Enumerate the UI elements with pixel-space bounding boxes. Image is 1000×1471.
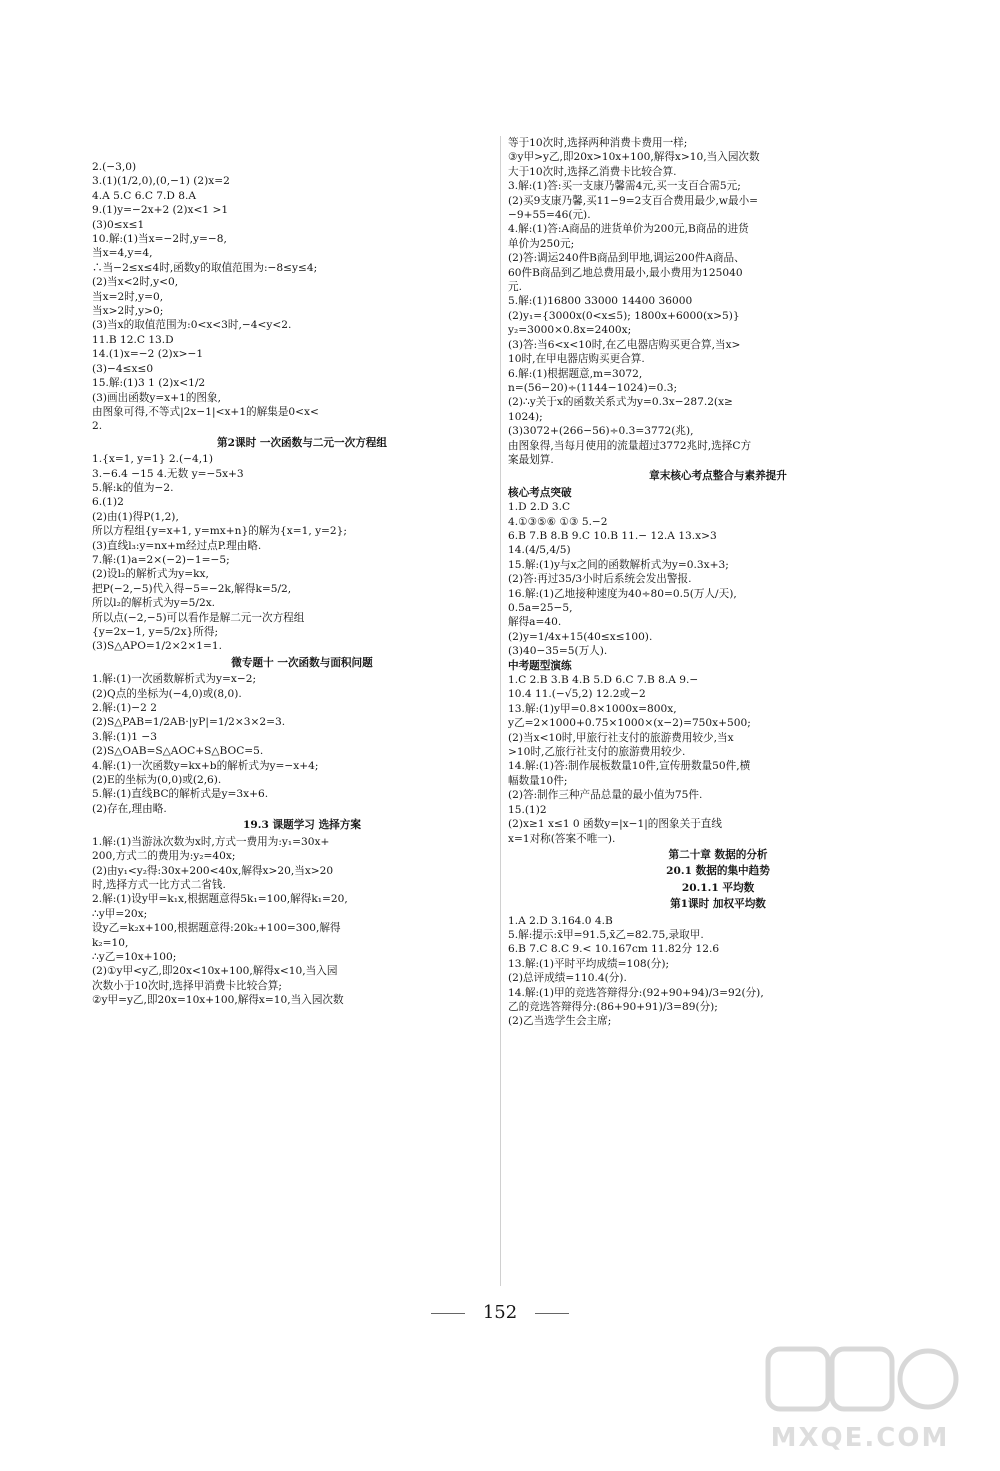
- answer-line: 11.B 12.C 13.D: [92, 333, 174, 346]
- answer-line: 1.解:(1)一次函数解析式为y=x−2;: [92, 673, 257, 686]
- answer-line: (2)答:制作三种产品总量的最小值为75件.: [508, 789, 703, 802]
- answer-line: 6.B 7.B 8.B 9.C 10.B 11.− 12.A 13.x>3: [508, 529, 717, 542]
- answer-line: 3.解:(1)答:买一支康乃馨需4元,买一支百合需5元;: [508, 180, 741, 193]
- answer-line: 元.: [508, 281, 522, 294]
- answer-line: 3.−6.4 −15 4.无数 y=−5x+3: [92, 467, 244, 480]
- section-heading: 第1课时 加权平均数: [670, 898, 766, 911]
- answer-line: 14.(1)x=−2 (2)x>−1: [92, 348, 204, 361]
- answer-line: >10时,乙旅行社支付的旅游费用较少.: [508, 746, 686, 759]
- answer-line: (3)0≤x≤1: [92, 218, 145, 231]
- answer-line: 10时,在甲电器店购买更合算.: [508, 353, 645, 366]
- answer-line: 2.(−3,0): [92, 161, 137, 173]
- answer-line: 所以l₂的解析式为y=5/2x.: [92, 597, 216, 610]
- answer-line: 15.解:(1)y与x之间的函数解析式为y=0.3x+3;: [508, 558, 729, 571]
- answer-line: (2)由(1)得P(1,2),: [92, 510, 179, 523]
- answer-line: ③y甲>y乙,即20x>10x+100,解得x>10,当入园次数: [508, 151, 760, 164]
- answer-line: 13.解:(1)y甲=0.8×1000x=800x,: [508, 702, 677, 715]
- answer-line: 4.A 5.C 6.C 7.D 8.A: [92, 189, 197, 202]
- answer-line: 次数小于10次时,选择甲消费卡比较合算;: [92, 979, 282, 992]
- watermark-text: MXQE.COM: [770, 1423, 950, 1453]
- answer-line: (2)乙当选学生会主席;: [508, 1015, 612, 1028]
- answer-line: (3)3072+(266−56)÷0.3=3772(兆),: [508, 425, 694, 438]
- answer-line: 案最划算.: [508, 453, 554, 466]
- answer-line: (2)当x<2时,y<0,: [92, 276, 179, 289]
- answer-line: 3.(1)(1/2,0),(0,−1) (2)x=2: [92, 175, 230, 188]
- answer-line: (2)x≥1 x≤1 0 函数y=|x−1|的图象关于直线: [508, 818, 722, 831]
- answer-line: n=(56−20)÷(1144−1024)=0.3;: [508, 381, 678, 394]
- answer-line: 大于10次时,选择乙消费卡比较合算.: [508, 165, 677, 178]
- answer-line: 10.4 11.(−√5,2) 12.2或−2: [508, 688, 646, 701]
- answer-line: 9.(1)y=−2x+2 (2)x<1 >1: [92, 204, 229, 217]
- answer-line: (3)−4≤x≤0: [92, 362, 154, 375]
- answer-line: 所以点(−2,−5)可以看作是解二元一次方程组: [92, 611, 305, 624]
- answer-line: (3)40−35=5(万人).: [508, 645, 608, 658]
- answer-line: (2)答:再过35/3小时后系统会发出警报.: [508, 573, 692, 586]
- section-heading: 20.1.1 平均数: [681, 881, 755, 894]
- answer-line: 所以方程组{y=x+1, y=mx+n}的解为{x=1, y=2};: [92, 525, 347, 538]
- page-number: [0, 1302, 1000, 1323]
- answer-line: k₂=10,: [92, 936, 129, 949]
- answer-line: 6.(1)2: [92, 496, 124, 509]
- answer-line: (2)E的坐标为(0,0)或(2,6).: [92, 774, 222, 787]
- answer-line: 由图象可得,不等式|2x−1|<x+1的解集是0<x<: [92, 405, 319, 418]
- answer-line: 4.①③⑤⑥ ①③ 5.−2: [508, 515, 608, 528]
- column-divider: [500, 136, 501, 1286]
- answer-line: 14.(4/5,4/5): [508, 544, 571, 557]
- answer-line: 3.解:(1)1 −3: [92, 730, 158, 743]
- answer-line: (2)S△OAB=S△AOC+S△BOC=5.: [92, 745, 264, 758]
- section-heading: 19.3 课题学习 选择方案: [243, 819, 361, 832]
- page-number-dash-left: [431, 1313, 465, 1314]
- answer-line: ∴y乙=10x+100;: [92, 950, 177, 963]
- answer-line: (2)由y₁<y₂得:30x+200<40x,解得x>20,当x>20: [92, 864, 334, 877]
- answer-line: 单价为250元;: [508, 237, 575, 250]
- answer-line: 1.D 2.D 3.C: [508, 501, 571, 514]
- answer-line: (2)总评成绩=110.4(分).: [508, 972, 627, 985]
- answer-line: 0.5a=25−5,: [508, 602, 573, 614]
- answer-line: 1024);: [508, 410, 543, 423]
- answer-line: (2)y₁={3000x(0<x≤5); 1800x+6000(x>5)}: [508, 309, 740, 322]
- right-column: [508, 136, 928, 1029]
- answer-line: (2)答:调运240件B商品到甲地,调运200件A商品、: [508, 252, 745, 265]
- answer-line: 当x>2时,y>0;: [92, 305, 164, 318]
- answer-line: y₂=3000×0.8x=2400x;: [508, 324, 632, 337]
- answer-line: 15.(1)2: [508, 803, 547, 816]
- answer-line: 4.解:(1)答:A商品的进货单价为200元,B商品的进货: [508, 223, 749, 236]
- answer-line: 设y乙=k₂x+100,根据题意得:20k₂+100=300,解得: [92, 922, 341, 935]
- answer-line: (3)直线l₃:y=nx+m经过点P.理由略.: [92, 539, 262, 552]
- answer-line: 乙的竞选答辩得分:(86+90+91)/3=89(分);: [508, 1000, 718, 1013]
- answer-line: 时,选择方式一比方式二省钱.: [92, 878, 226, 891]
- answer-line: 200,方式二的费用为:y₂=40x;: [92, 850, 236, 863]
- answer-line: (2)存在,理由略.: [92, 802, 167, 815]
- answer-line: 14.解:(1)答:制作展板数量10件,宣传册数量50件,横: [508, 760, 751, 773]
- subsection-heading: 中考题型演练: [508, 659, 572, 672]
- answer-line: 4.解:(1)一次函数y=kx+b的解析式为y=−x+4;: [92, 759, 319, 772]
- answer-line: (3)S△APO=1/2×2×1=1.: [92, 640, 223, 653]
- left-column: [92, 160, 512, 1008]
- answer-line: 2.解:(1)设y甲=k₁x,根据题意得5k₁=100,解得k₁=20,: [92, 893, 348, 906]
- answer-line: 等于10次时,选择两种消费卡费用一样;: [508, 137, 688, 149]
- answer-line: 6.解:(1)根据题意,m=3072,: [508, 367, 643, 380]
- answer-line: (2)当x<10时,甲旅行社支付的旅游费用较少,当x: [508, 731, 734, 744]
- answer-line: 1.A 2.D 3.164.0 4.B: [508, 914, 613, 927]
- answer-line: (2)①y甲<y乙,即20x<10x+100,解得x<10,当入园: [92, 965, 338, 978]
- answer-line: (2)Q点的坐标为(−4,0)或(8,0).: [92, 687, 242, 700]
- section-heading: 20.1 数据的集中趋势: [666, 865, 770, 878]
- page-number-dash-right: [535, 1313, 569, 1314]
- answer-line: 当x=4,y=4,: [92, 247, 153, 260]
- answer-line: 15.解:(1)3 1 (2)x<1/2: [92, 377, 206, 390]
- answer-line: 10.解:(1)当x=−2时,y=−8,: [92, 233, 227, 246]
- answer-line: 14.解:(1)甲的竞选答辩得分:(92+90+94)/3=92(分),: [508, 986, 764, 999]
- watermark-emblem: [760, 1343, 960, 1423]
- answer-line: (2)S△PAB=1/2AB·|yP|=1/2×3×2=3.: [92, 716, 286, 729]
- section-heading: 微专题十 一次函数与面积问题: [231, 656, 373, 669]
- answer-line: ∴当−2≤x≤4时,函数y的取值范围为:−8≤y≤4;: [92, 261, 318, 274]
- answer-line: 7.解:(1)a=2×(−2)−1=−5;: [92, 553, 230, 566]
- answer-line: ②y甲=y乙,即20x=10x+100,解得x=10,当入园次数: [92, 994, 344, 1007]
- watermark-logo: [760, 1343, 960, 1453]
- answer-line: 1.解:(1)当游泳次数为x时,方式一费用为:y₁=30x+: [92, 835, 330, 848]
- answer-line: (2)设l₂的解析式为y=kx,: [92, 568, 209, 581]
- answer-line: (2)y=1/4x+15(40≤x≤100).: [508, 630, 653, 643]
- answer-line: (2)买9支康乃馨,买11−9=2支百合费用最少,w最小=: [508, 194, 759, 207]
- answer-line: {y=2x−1, y=5/2x}所得;: [92, 626, 219, 638]
- answer-line: 2.: [92, 420, 103, 433]
- section-heading: 第二十章 数据的分析: [668, 848, 768, 861]
- answer-line: y乙=2×1000+0.75×1000×(x−2)=750x+500;: [508, 717, 751, 730]
- section-heading: 章末核心考点整合与素养提升: [649, 470, 787, 483]
- answer-line: 幅数量10件;: [508, 774, 568, 787]
- answer-line: x=1对称(答案不唯一).: [508, 832, 616, 845]
- section-heading: 第2课时 一次函数与二元一次方程组: [217, 436, 387, 449]
- answer-line: (2)∴y关于x的函数关系式为y=0.3x−287.2(x≥: [508, 396, 733, 409]
- answer-line: 60件B商品到乙地总费用最小,最小费用为125040: [508, 266, 743, 279]
- answer-line: ∴y甲=20x;: [92, 907, 148, 920]
- answer-line: 6.B 7.C 8.C 9.< 10.167cm 11.82分 12.6: [508, 943, 720, 956]
- subsection-heading: 核心考点突破: [508, 486, 572, 499]
- answer-line: (3)画出函数y=x+1的图象,: [92, 391, 221, 404]
- answer-line: 5.解:(1)直线BC的解析式是y=3x+6.: [92, 788, 269, 801]
- answer-line: 当x=2时,y=0,: [92, 290, 164, 303]
- answer-line: 13.解:(1)平时平均成绩=108(分);: [508, 957, 670, 970]
- answer-line: 2.解:(1)−2 2: [92, 702, 158, 715]
- answer-line: 解得a=40.: [508, 616, 562, 629]
- answer-line: 5.解:k的值为−2.: [92, 481, 174, 494]
- answer-line: 1.{x=1, y=1} 2.(−4,1): [92, 453, 213, 466]
- answer-line: 1.C 2.B 3.B 4.B 5.D 6.C 7.B 8.A 9.−: [508, 674, 699, 687]
- answer-line: −9+55=46(元).: [508, 209, 591, 222]
- answer-line: 5.解:提示:x̄甲=91.5,x̄乙=82.75,录取甲.: [508, 928, 704, 941]
- answer-line: 5.解:(1)16800 33000 14400 36000: [508, 295, 693, 308]
- answer-line: (3)答:当6<x<10时,在乙电器店购买更合算,当x>: [508, 338, 741, 351]
- answer-line: (3)当x的取值范围为:0<x<3时,−4<y<2.: [92, 319, 292, 332]
- page-number-text: 152: [482, 1302, 518, 1323]
- answer-line: 16.解:(1)乙地接种速度为40÷80=0.5(万人/天),: [508, 587, 737, 600]
- answer-line: 由图象得,当每月使用的流量超过3772兆时,选择C方: [508, 439, 752, 452]
- answer-line: 把P(−2,−5)代入得−5=−2k,解得k=5/2,: [92, 582, 292, 595]
